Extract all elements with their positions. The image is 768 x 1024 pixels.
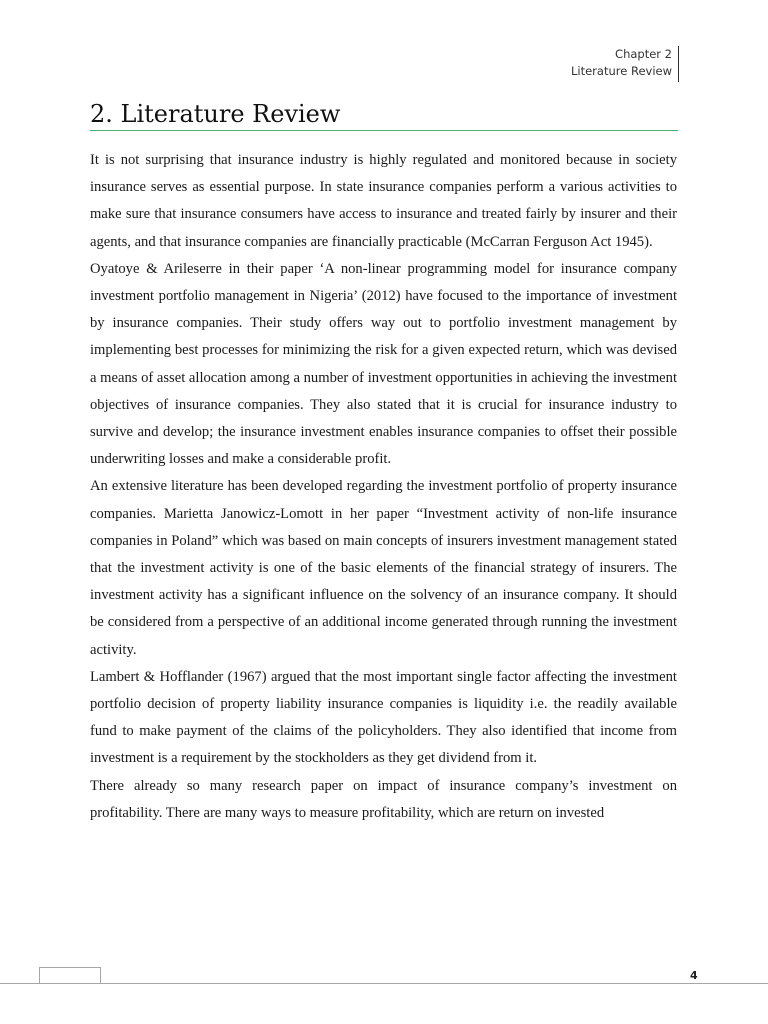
title-underline: [90, 130, 678, 131]
footer-tab: [39, 967, 101, 983]
chapter-title: 2. Literature Review: [90, 100, 341, 128]
paragraph: Oyatoye & Arileserre in their paper ‘A non-linear programming model for insurance company investment portfolio management in Nigeria’ (2012) have focused to the importance of investment by insurance companies. Their study offers way out to portfolio investment management by implementing best processes for minimizing the risk for a given expected return, which was devised a means of asset allocation among a number of investment opportunities in achieving the investment objectives of insurance companies. They also stated that it is crucial for insurance industry to survive and develop; the insurance investment enables insurance companies to offset their possible underwriting losses and make a considerable profit.: [90, 260, 677, 468]
header-divider: [678, 46, 679, 82]
body-text: [90, 147, 677, 827]
paragraph: It is not surprising that insurance industry is highly regulated and monitored because in society insurance serves as essential purpose. In state insurance companies perform a various activities to make sure that insurance consumers have access to insurance and treated fairly by insurer and their agents, and that insurance companies are financially practicable (McCarran Ferguson Act 1945).: [90, 152, 677, 250]
header-section: Literature Review: [571, 64, 672, 78]
paragraph: There already so many research paper on impact of insurance company’s investment on profitability. There are many ways to measure profitability, which are return on invested: [90, 777, 677, 821]
page-number: 4: [690, 969, 698, 982]
paragraph: An extensive literature has been developed regarding the investment portfolio of property insurance companies. Marietta Janowicz-Lomott in her paper “Investment activity of non-life insurance companies in Poland” which was based on main concepts of insurers investment management stated that the investment activity is one of the basic elements of the financial strategy of insurers. The investment activity has a significant influence on the solvency of an insurance company. It should be considered from a perspective of an additional income generated through running the investment activity.: [90, 478, 677, 658]
running-header: [571, 46, 672, 80]
paragraph: Lambert & Hofflander (1967) argued that the most important single factor affecting the investment portfolio decision of property liability insurance companies is liquidity i.e. the readily available fund to make payment of the claims of the policyholders. They also identified that income from investment is a requirement by the stockholders as they get dividend from it.: [90, 668, 677, 767]
header-chapter: Chapter 2: [615, 47, 672, 61]
footer-rule: [0, 983, 768, 984]
